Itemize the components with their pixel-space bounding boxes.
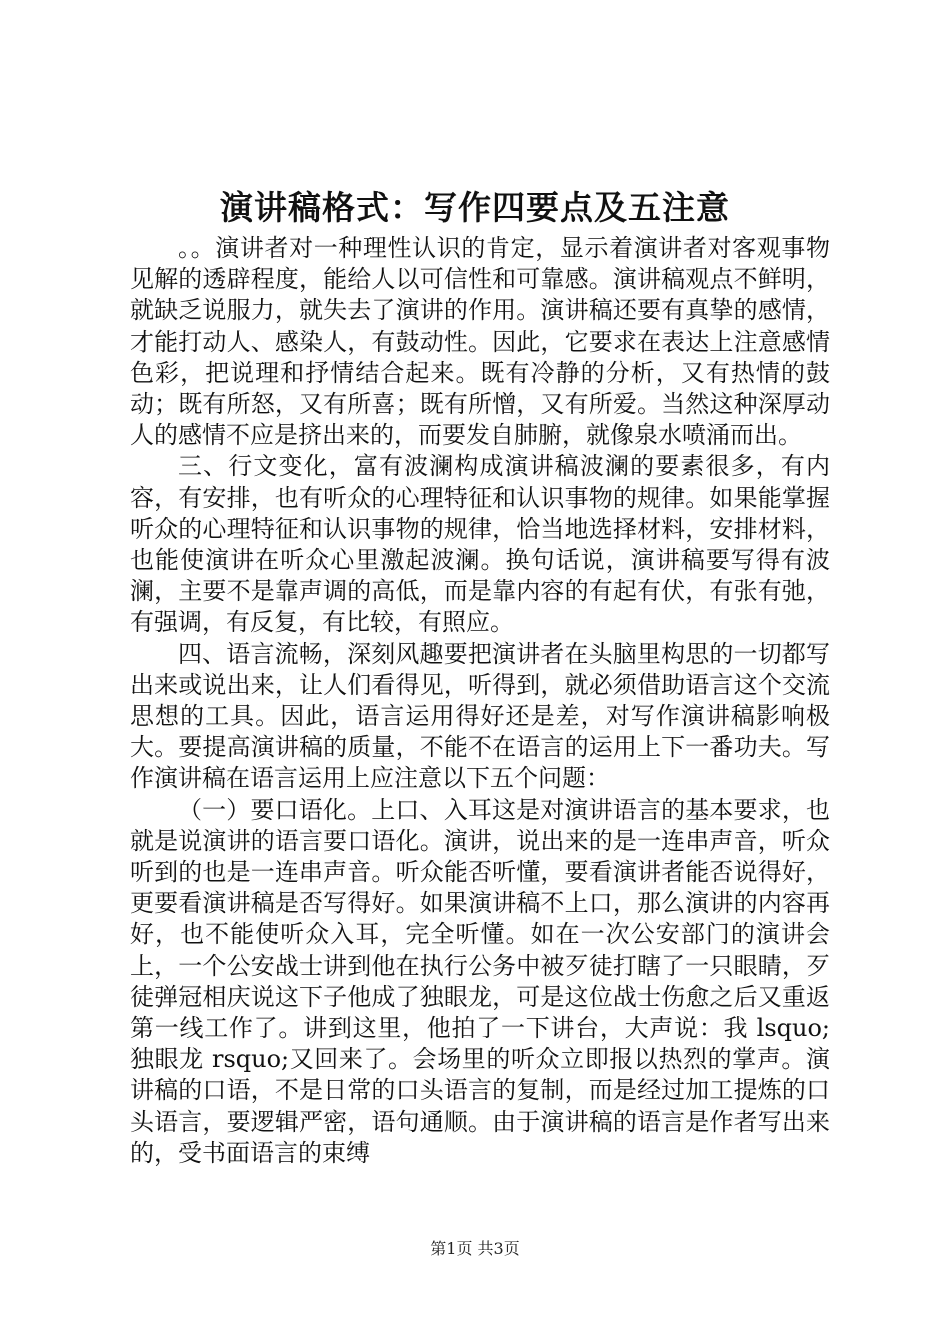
document-body (130, 233, 830, 1169)
document-title: 演讲稿格式：写作四要点及五注意 (220, 188, 730, 227)
paragraph: 。。演讲者对一种理性认识的肯定，显示着演讲者对客观事物见解的透辟程度，能给人以可信性和可靠感。演讲稿观点不鲜明，就缺乏说服力，就失去了演讲的作用。演讲稿还要有真挚的感情，才能打动人、感染人，有鼓动性。因此，它要求在表达上注意感情色彩，把说理和抒情结合起来。既有冷静的分析，又有热情的鼓动；既有所怒，又有所喜；既有所憎，又有所爱。当然这种深厚动人的感情不应是挤出来的，而要发自肺腑，就像泉水喷涌而出。 (130, 234, 830, 450)
paragraph: （一）要口语化。上口、入耳这是对演讲语言的基本要求，也就是说演讲的语言要口语化。演讲，说出来的是一连串声音，听众听到的也是一连串声音。听众能否听懂，要看演讲者能否说得好，更要看演讲稿是否写得好。如果演讲稿不上口，那么演讲的内容再好，也不能使听众入耳，完全听懂。如在一次公安部门的演讲会上，一个公安战士讲到他在执行公务中被歹徒打瞎了一只眼睛，歹徒弹冠相庆说这下子他成了独眼龙，可是这位战士伤愈之后又重返第一线工作了。讲到这里，他拍了一下讲台，大声说：我 lsquo;独眼龙 rsquo;又回来了。会场里的听众立即报以热烈的掌声。演讲稿的口语，不是日常的口头语言的复制，而是经过加工提炼的口头语言，要逻辑严密，语句通顺。由于演讲稿的语言是作者写出来的，受书面语言的束缚 (130, 795, 830, 1167)
page-number-footer: 第1页 共3页 (430, 1239, 520, 1258)
paragraph: 三、行文变化，富有波澜构成演讲稿波澜的要素很多，有内容，有安排，也有听众的心理特征和认识事物的规律。如果能掌握听众的心理特征和认识事物的规律，恰当地选择材料，安排材料，也能使演讲在听众心里激起波澜。换句话说，演讲稿要写得有波澜，主要不是靠声调的高低，而是靠内容的有起有伏，有张有弛，有强调，有反复，有比较，有照应。 (130, 452, 830, 637)
paragraph: 四、语言流畅，深刻风趣要把演讲者在头脑里构思的一切都写出来或说出来，让人们看得见，听得到，就必须借助语言这个交流思想的工具。因此，语言运用得好还是差，对写作演讲稿影响极大。要提高演讲稿的质量，不能不在语言的运用上下一番功夫。写作演讲稿在语言运用上应注意以下五个问题： (130, 639, 830, 793)
